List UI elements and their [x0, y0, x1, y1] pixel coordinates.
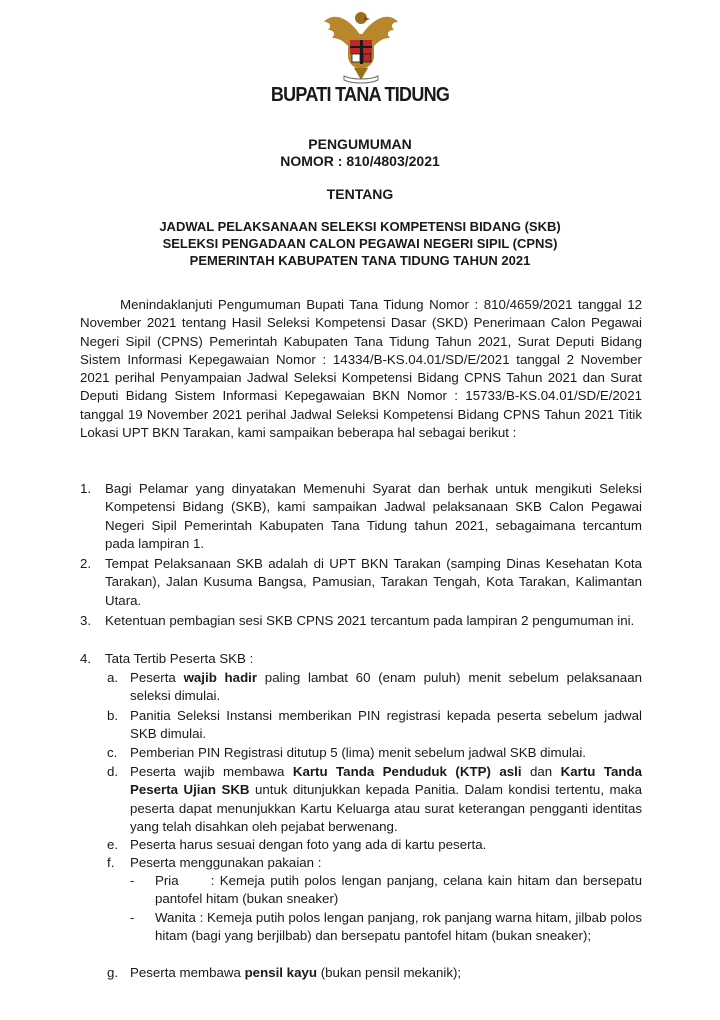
rule-text: Peserta menggunakan pakaian :: [130, 855, 322, 870]
item-text: Tempat Pelaksanaan SKB adalah di UPT BKN Tarakan (samping Dinas Kesehatan Kota Tarakan), Jalan Kusuma Bangsa, Pamusian, Tarakan Tengah, Kota Tarakan, Kalimantan Utara.: [105, 556, 642, 608]
rule-text: Peserta wajib hadir paling lambat 60 (enam puluh) menit sebelum pelaksanaan seleksi dimulai.: [130, 670, 642, 704]
intro-paragraph: Menindaklanjuti Pengumuman Bupati Tana Tidung Nomor : 810/4659/2021 tanggal 12 November 2021 tentang Hasil Seleksi Kompetensi Dasar (SKD) Penerimaan Calon Pegawai Negeri Sipil (CPNS) Pemerintah Kabupaten Tana Tidung Tahun 2021, Surat Deputi Bidang Sistem Informasi Kepegawaian Nomor : 14334/B-KS.04.01/SD/E/2021 tanggal 2 November 2021 perihal Penyampaian Jadwal Seleksi Kompetensi Bidang CPNS Tahun 2021 dan Surat Deputi Bidang Sistem Informasi Kepegawaian BKN Nomor : 15733/B-KS.04.01/SD/E/2021 tanggal 19 November 2021 perihal Jadwal Seleksi Kompetensi Bidang CPNS Tahun 2021 Titik Lokasi UPT BKN Tarakan, kami sampaikan beberapa hal sebagai berikut :: [80, 297, 642, 441]
attire-dash: -: [130, 873, 135, 888]
title-line: PEMERINTAH KABUPATEN TANA TIDUNG TAHUN 2021: [189, 253, 531, 268]
item-text: Tata Tertib Peserta SKB :: [105, 651, 254, 666]
item-number: 1.: [80, 481, 92, 496]
garuda-pancasila-icon: [318, 6, 404, 84]
rule-letter: a.: [107, 670, 119, 685]
item-number: 2.: [80, 556, 92, 571]
rule-text: Panitia Seleksi Instansi memberikan PIN registrasi kepada peserta sebelum jadwal SKB dimulai.: [130, 708, 642, 742]
rule-letter: b.: [107, 708, 119, 723]
attire-text: Wanita : Kemeja putih polos lengan panjang, rok panjang warna hitam, jilbab polos hitam (bagi yang berjilbab) dan bersepatu pantofel hitam (bukan sneaker);: [155, 910, 642, 944]
rule-letter: d.: [107, 764, 119, 779]
rule-letter: f.: [107, 855, 115, 870]
rule-letter: c.: [107, 745, 118, 760]
title-line: SELEKSI PENGADAAN CALON PEGAWAI NEGERI SIPIL (CPNS): [162, 236, 558, 251]
issuer-heading: BUPATI TANA TIDUNG: [270, 84, 450, 106]
doc-number: NOMOR : 810/4803/2021: [280, 153, 440, 169]
item-text: Bagi Pelamar yang dinyatakan Memenuhi Syarat dan berhak untuk mengikuti Seleksi Kompetensi Bidang (SKB), kami sampaikan Jadwal pelaksanaan SKB Calon Pegawai Negeri Sipil Pemerintah Kabupaten Tana Tidung tahun 2021, sebagaimana tercantum pada lampiran 1.: [105, 481, 642, 551]
attire-text: Pria : Kemeja putih polos lengan panjang, celana kain hitam dan bersepatu pantofel hitam (bukan sneaker): [155, 873, 646, 907]
item-text: Ketentuan pembagian sesi SKB CPNS 2021 tercantum pada lampiran 2 pengumuman ini.: [105, 613, 635, 628]
item-number: 3.: [80, 613, 92, 628]
rule-text: Peserta harus sesuai dengan foto yang ada di kartu peserta.: [130, 837, 487, 852]
title-line: JADWAL PELAKSANAAN SELEKSI KOMPETENSI BIDANG (SKB): [159, 219, 561, 234]
rule-text: Peserta wajib membawa Kartu Tanda Penduduk (KTP) asli dan Kartu Tanda Peserta Ujian SKB untuk ditunjukkan kepada Panitia. Dalam kondisi tertentu, maka peserta dapat menunjukkan Kartu Keluarga atau surat keterangan pengganti identitas yang telah disahkan oleh pejabat berwenang.: [130, 764, 642, 834]
rule-text: Peserta membawa pensil kayu (bukan pensil mekanik);: [130, 965, 462, 980]
rule-letter: e.: [107, 837, 119, 852]
about-label: TENTANG: [326, 186, 394, 202]
attire-dash: -: [130, 910, 135, 925]
rule-letter: g.: [107, 965, 119, 980]
document-title: [0, 218, 720, 269]
item-number: 4.: [80, 651, 92, 666]
rule-text: Pemberian PIN Registrasi ditutup 5 (lima) menit sebelum jadwal SKB dimulai.: [130, 745, 586, 760]
announcement-heading: [0, 136, 720, 170]
doc-type: PENGUMUMAN: [308, 136, 412, 152]
